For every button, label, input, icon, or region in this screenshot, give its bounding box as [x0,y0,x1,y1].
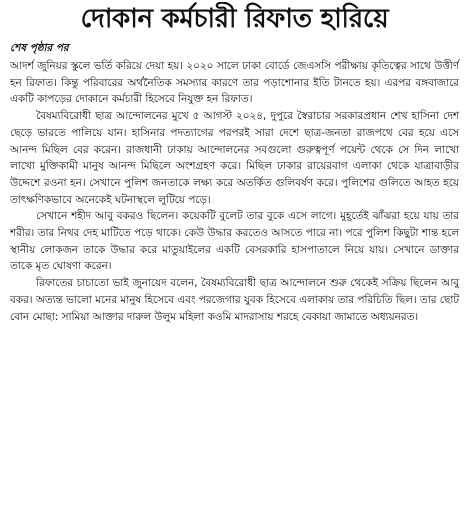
paragraph: বৈষম্যবিরোধী ছাত্র আন্দোলনের মুখে ৫ আগস্ট ২০২৪, দুপুরে স্বৈরাচার সরকারপ্রধান শেখ হাসিনা দেশ ছেড়ে ভারতে পালিয়ে যান। হাসিনার পদত্যাগের পরপরই সারা দেশে ছাত্র-জনতা রাজপথে বের হয়ে এসে আনন্দ মিছিল বের করেন। রাজধানী ঢাকায় আন্দোলনের সবগুলো গুরুত্বপূর্ণ পয়েন্ট থেকে সে দিন লাখো লাখো মুক্তিকামী মানুষ আনন্দ মিছিলে অংশগ্রহণ করে। মিছিল ঢাকার রায়েরবাগ এলাকা থেকে যাত্রাবাড়ীর উদ্দেশে রওনা হন। সেখানে পুলিশ জনতাকে লক্ষ্য করে অতর্কিত গুলিবর্ষণ করে। পুলিশের গুলিতে আহত হয়ে তাৎক্ষণিকভাবে অনেকেই ঘটনাস্থলে লুটিয়ে পড়ে। [10,110,459,206]
paragraph: সেখানে শহীদ আবু বকরও ছিলেন। কয়েকটি বুলেট তার বুকে এসে লাগে। মুহূর্তেই ঝাঁঝরা হয়ে যায় তার শরীর। তার নিথর দেহ মাটিতে পড়ে থাকে। কেউ উদ্ধার করতেও আসতে পারে না। পরে পুলিশ কিছুটা শান্ত হলে স্থানীয় লোকজন তাকে উদ্ধার করে মাতুয়াইলের একটি বেসরকারি হাসপাতালে নিয়ে যায়। সেখানে ডাক্তার তাকে মৃত ঘোষণা করেন। [10,210,459,273]
headline: দোকান কর্মচারী রিফাত হারিয়ে [80,4,389,34]
article-body [10,40,459,325]
paragraph: আদর্শ জুনিয়র স্কুলে ভর্তি করিয়ে দেয়া হয়। ২০২০ সালে ঢাকা বোর্ডে জেএসসি পরীক্ষায় কৃতিত্বের সাথে উত্তীর্ণ হন রিফাত। কিন্তু পরিবারের অর্থনৈতিক সমস্যার কারণে তার পড়াশোনার ইতি টানতে হয়। এরপর বঙ্গবাজারে একটি কাপড়ের দোকানে কর্মচারী হিসেবে নিযুক্ত হন রিফাত। [10,60,459,106]
paragraph: রিফাতের চাচাতো ভাই জুনায়েদ বলেন, বৈষম্যবিরোধী ছাত্র আন্দোলনে শুরু থেকেই সক্রিয় ছিলেন আবু বকর। অত্যন্ত ভালো মনের মানুষ হিসেবে এবং পরজেগার যুবক হিসেবে এলাকায় তার পরিচিতি ছিল। তার ছোট বোন মোছা: সামিয়া আক্তার দারুল উলুম মহিলা কওমি মাদরাসায় শরহে বেকায়া জামাতে অধ্যয়নরত। [10,277,459,323]
continued-from-label: শেষ পৃষ্ঠার পর [10,42,69,54]
